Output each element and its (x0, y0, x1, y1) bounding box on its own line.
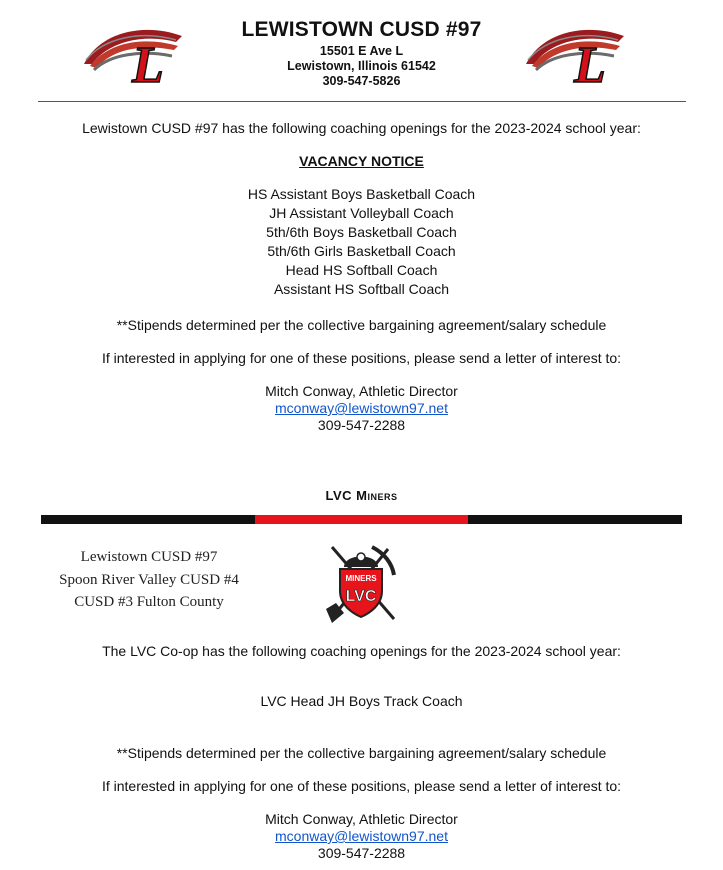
header-divider (38, 101, 686, 102)
list-item: CUSD #3 Fulton County (74, 594, 224, 610)
coop-district-list (40, 546, 258, 614)
school-logo-right (522, 20, 632, 90)
contact-phone: 309-547-2288 (317, 417, 406, 433)
coop-position: LVC Head JH Boys Track Coach (260, 693, 463, 709)
divider-bar-right (468, 515, 682, 524)
list-item: Lewistown CUSD #97 (80, 549, 218, 565)
list-item: HS Assistant Boys Basketball Coach (247, 186, 476, 202)
list-item: 5th/6th Girls Basketball Coach (267, 243, 456, 259)
list-item: Spoon River Valley CUSD #4 (59, 571, 239, 588)
list-item: JH Assistant Volleyball Coach (269, 205, 454, 221)
contact-email-link[interactable]: mconway@lewistown97.net (275, 400, 448, 416)
address-line-1: 15501 E Ave L (319, 44, 404, 58)
svg-text:MINERS: MINERS (345, 574, 377, 583)
coop-contact-block (0, 811, 723, 862)
address-line-2: Lewistown, Illinois 61542 (287, 59, 436, 73)
apply-instructions: If interested in applying for one of these positions, please send a letter of interest to: (101, 350, 622, 366)
svg-text:LVC: LVC (345, 588, 377, 605)
coop-intro-text: The LVC Co-op has the following coaching openings for the 2023-2024 school year: (102, 643, 621, 659)
divider-bar-center (255, 515, 468, 524)
svg-text:L: L (132, 37, 164, 90)
contact-phone: 309-547-2288 (317, 845, 406, 861)
position-list (0, 185, 723, 299)
vacancy-heading: VACANCY NOTICE (299, 153, 424, 169)
miners-section-title: LVC Miners (325, 488, 398, 503)
district-phone: 309-547-5826 (322, 74, 401, 88)
stipend-note: **Stipends determined per the collective bargaining agreement/salary schedule (116, 317, 607, 333)
divider-bar-left (41, 515, 255, 524)
svg-text:L: L (574, 37, 606, 90)
miners-logo (322, 543, 400, 627)
coop-stipend-note: **Stipends determined per the collective bargaining agreement/salary schedule (116, 745, 607, 761)
contact-name: Mitch Conway, Athletic Director (265, 383, 458, 399)
district-title: LEWISTOWN CUSD #97 (241, 18, 482, 41)
list-item: Assistant HS Softball Coach (273, 281, 450, 297)
intro-text: Lewistown CUSD #97 has the following coaching openings for the 2023-2024 school year: (82, 120, 641, 136)
coop-apply-instructions: If interested in applying for one of these positions, please send a letter of interest to: (101, 778, 622, 794)
contact-name: Mitch Conway, Athletic Director (265, 811, 458, 827)
list-item: Head HS Softball Coach (285, 262, 438, 278)
contact-email-link[interactable]: mconway@lewistown97.net (275, 828, 448, 844)
list-item: 5th/6th Boys Basketball Coach (266, 224, 457, 240)
contact-block (0, 383, 723, 434)
